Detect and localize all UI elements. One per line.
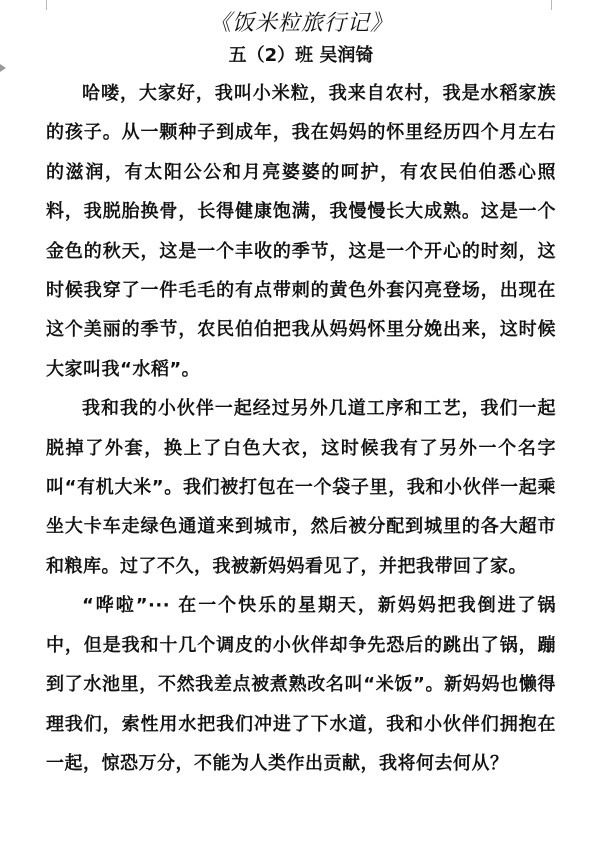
paragraph: “哗啦”··· 在一个快乐的星期天，新妈妈把我倒进了锅中，但是我和十几个调皮的小伙伴却争先恐后的跳出了锅，蹦到了水池里，不然我差点被煮熟改名叫“米饭”。新妈妈也懒得理我们，索性用水把我们冲进了下水道，我和小伙伴们拥抱在一起，惊恐万分，不能为人类作出贡献，我将何去何从？ xyxy=(46,595,556,774)
document-author: 五（2）班 吴润锜 xyxy=(228,45,374,66)
document-title: 《饭米粒旅行记》 xyxy=(208,11,393,36)
paragraph: 哈喽，大家好，我叫小米粒，我来自农村，我是水稻家族的孩子。从一颗种子到成年，我在妈妈的怀里经历四个月左右的滋润，有太阳公公和月亮婆婆的呵护，有农民伯伯悉心照料，我脱胎换骨，长得健康饱满，我慢慢长大成熟。这是一个金色的秋天，这是一个丰收的季节，这是一个开心的时刻，这时候我穿了一件毛毛的有点带刺的黄色外套闪亮登场，出现在这个美丽的季节，农民伯伯把我从妈妈怀里分娩出来，这时候大家叫我“水稻”。 xyxy=(46,83,556,380)
document-body xyxy=(46,8,556,783)
indent-marker-icon[interactable] xyxy=(0,64,6,72)
paragraph: 我和我的小伙伴一起经过另外几道工序和工艺，我们一起脱掉了外套，换上了白色大衣，这时候我有了另外一个名字叫“有机大米”。我们被打包在一个袋子里，我和小伙伴一起乘坐大卡车走绿色通道来到城市，然后被分配到城里的各大超市和粮库。过了不久，我被新妈妈看见了，并把我带回了家。 xyxy=(46,398,556,577)
